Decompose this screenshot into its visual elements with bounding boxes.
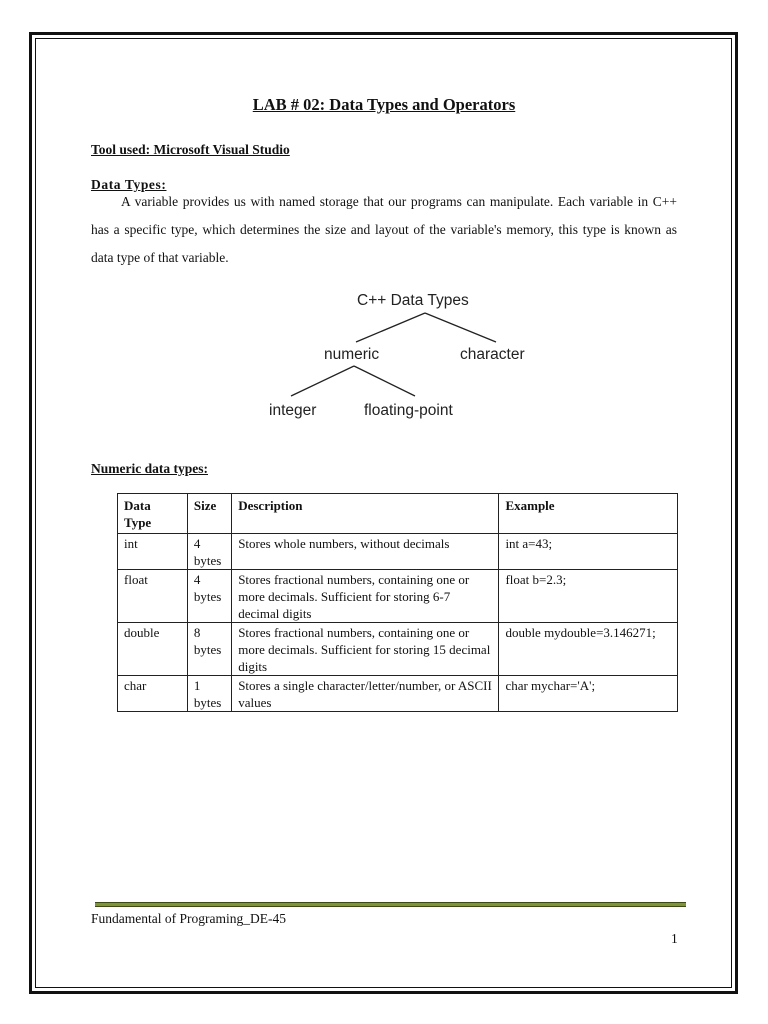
footer-course-label: Fundamental of Programing_DE-45 (91, 911, 286, 926)
data-types-paragraph (91, 188, 677, 272)
header-example: Example (499, 494, 678, 534)
diagram-integer-label: integer (269, 402, 317, 419)
diagram-edge-numeric-integer (291, 366, 354, 396)
cell-type: int (118, 534, 188, 570)
table-row (118, 676, 678, 712)
cell-example: int a=43; (499, 534, 678, 570)
diagram-numeric-label: numeric (324, 346, 380, 363)
cell-description: Stores fractional numbers, containing one or more decimals. Sufficient for storing 15 decimal digits (232, 623, 499, 676)
numeric-data-types-table (117, 493, 678, 712)
cell-type: double (118, 623, 188, 676)
cell-type: float (118, 570, 188, 623)
cell-type: char (118, 676, 188, 712)
cell-description: Stores whole numbers, without decimals (232, 534, 499, 570)
paragraph-text: A variable provides us with named storage that our programs can manipulate. Each variable in C++ has a specific type, which determines the size and layout of the variable's memory, this type is known as data type of that variable. (91, 194, 677, 265)
data-types-diagram (260, 285, 540, 425)
cell-size: 4 bytes (187, 570, 231, 623)
cell-size: 8 bytes (187, 623, 231, 676)
header-description: Description (232, 494, 499, 534)
table-header-row (118, 494, 678, 534)
cell-example: float b=2.3; (499, 570, 678, 623)
cell-description: Stores fractional numbers, containing one or more decimals. Sufficient for storing 6-7 decimal digits (232, 570, 499, 623)
header-data-type: Data Type (118, 494, 188, 534)
header-size: Size (187, 494, 231, 534)
diagram-character-label: character (460, 346, 525, 363)
footer-rule (95, 902, 686, 907)
cell-example: double mydouble=3.146271; (499, 623, 678, 676)
diagram-root-label: C++ Data Types (357, 292, 469, 309)
numeric-data-types-heading: Numeric data types: (91, 461, 208, 476)
page-title: LAB # 02: Data Types and Operators (252, 95, 516, 114)
diagram-floating-point-label: floating-point (364, 402, 453, 419)
diagram-edge-numeric-floating (354, 366, 415, 396)
tool-used-label: Tool used: Microsoft Visual Studio (91, 142, 290, 157)
cell-description: Stores a single character/letter/number, or ASCII values (232, 676, 499, 712)
diagram-edge-root-character (425, 313, 496, 342)
cell-size: 1 bytes (187, 676, 231, 712)
page-number: 1 (671, 931, 678, 946)
cell-size: 4 bytes (187, 534, 231, 570)
table-row (118, 534, 678, 570)
data-types-heading: Data Types: (91, 177, 167, 192)
diagram-edge-root-numeric (356, 313, 425, 342)
table-row (118, 623, 678, 676)
table-row (118, 570, 678, 623)
cell-example: char mychar='A'; (499, 676, 678, 712)
